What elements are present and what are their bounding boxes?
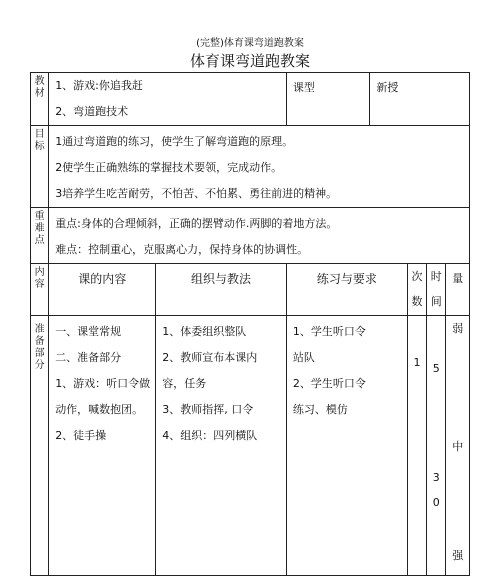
prep-content-line: 一、课堂常规 (55, 325, 122, 338)
lesson-type-value: 新授 (370, 73, 470, 126)
prep-method-cell (156, 316, 287, 576)
lesson-type-label: 课型 (286, 73, 370, 126)
goals-label: 目 标 (31, 126, 49, 208)
goal-line: 1通过弯道跑的练习，使学生了解弯道跑的原理。 (55, 135, 294, 148)
material-cell (49, 73, 287, 126)
prep-practice-line: 站队 (292, 351, 315, 364)
key-point-line: 重点:身体的合理倾斜，正确的摆臂动作.两脚的着地方法。 (55, 217, 338, 230)
document-title: 体育课弯道跑教案 (189, 52, 310, 70)
key-points-label: 重 难 点 (31, 208, 49, 264)
prep-amount-cell: 弱 中 强 (446, 316, 470, 576)
document-header: (完整)体育课弯道跑教案 (196, 38, 304, 49)
material-line: 2、弯道跑技术 (55, 105, 129, 118)
prep-practice-line: 练习、模仿 (292, 403, 348, 416)
prep-content-line: 动作，喊数抱团。 (55, 403, 144, 416)
prep-method-line: 4、组织：四列横队 (162, 429, 258, 442)
goal-line: 3培养学生吃苦耐劳，不怕苦、不怕累、勇往前进的精神。 (55, 187, 338, 200)
col-header-method: 组织与教法 (156, 264, 287, 316)
prep-practice-line: 1、学生听口令 (292, 325, 366, 338)
col-header-amount: 量 (446, 264, 470, 316)
key-point-line: 难点：控制重心，克服离心力，保持身体的协调性。 (55, 243, 309, 256)
col-header-content: 课的内容 (49, 264, 156, 316)
prep-method-line: 3、教师指挥, 口令 (162, 403, 254, 416)
content-label: 内 容 (31, 264, 49, 316)
prep-content-line: 二、准备部分 (55, 351, 122, 364)
col-header-practice: 练习与要求 (286, 264, 407, 316)
prep-time-cell: 5 3 0 (427, 316, 446, 576)
lesson-plan-table (30, 72, 470, 576)
prep-count-cell: 1 (407, 316, 426, 576)
prep-content-line: 1、游戏：听口令做 (55, 377, 151, 390)
prep-label: 准 备 部 分 (31, 316, 49, 576)
prep-content-cell (49, 316, 156, 576)
material-label: 教 材 (31, 73, 49, 126)
goal-line: 2使学生正确熟练的掌握技术要领，完成动作。 (55, 161, 283, 174)
prep-method-line: 2、教师宣布本课内 (162, 351, 258, 364)
material-line: 1、游戏:你追我赶 (55, 79, 143, 92)
goals-cell (49, 126, 470, 208)
col-header-count: 次 数 (407, 264, 426, 316)
key-points-cell (49, 208, 470, 264)
prep-method-line: 容，任务 (162, 377, 207, 390)
prep-practice-cell (286, 316, 407, 576)
prep-practice-line: 2、学生听口令 (292, 377, 366, 390)
prep-content-line: 2、徒手操 (55, 429, 107, 442)
prep-method-line: 1、体委组织整队 (162, 325, 247, 338)
col-header-time: 时 间 (427, 264, 446, 316)
